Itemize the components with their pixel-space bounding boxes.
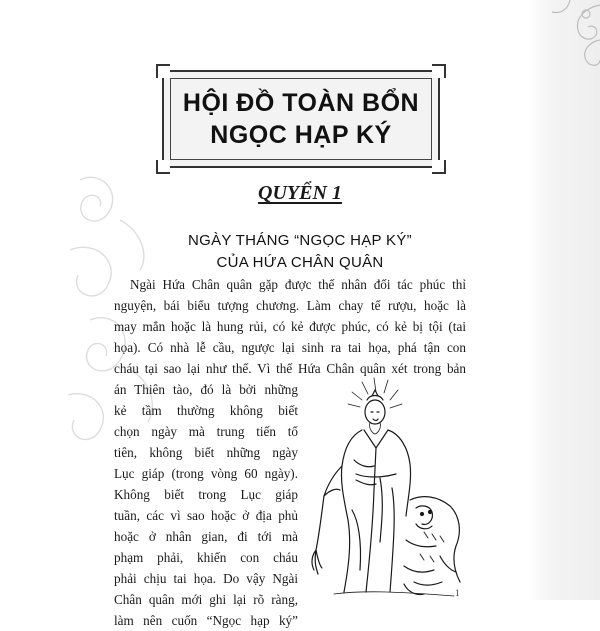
- section-title-line-1: NGÀY THÁNG “NGỌC HẠP KÝ”: [188, 232, 412, 249]
- body-line: hoặc ở nhân gian, đi tới mà: [114, 529, 298, 544]
- body-line: Lục giáp (trong vòng 60 ngày).: [114, 466, 298, 481]
- body-line: phải chịu tai họa. Do vậy Ngài: [114, 571, 298, 586]
- body-line: chọn ngày mà trung tiến tổ: [114, 424, 298, 439]
- frame-corner: [432, 64, 446, 78]
- body-line: kẻ tầm thường không biết: [114, 403, 298, 418]
- body-line: Không biết trong Lục giáp: [114, 487, 298, 502]
- body-line: họa). Có nhà lễ cầu, ngược lại sinh ra tai họa, phá tận con: [114, 340, 466, 355]
- body-line: làm nên cuốn “Ngọc hạp ký”: [114, 613, 298, 628]
- frame-corner: [156, 160, 170, 174]
- body-line: nguyện, bái biểu tượng chương. Làm chay tế rượu, hoặc là: [114, 298, 466, 313]
- book-title-line-2: NGỌC HẠP KÝ: [210, 121, 392, 149]
- page-edge-shadow: [528, 0, 600, 600]
- tiger-figure: [404, 497, 460, 595]
- body-line: phạm phải, khiến con cháu: [114, 550, 298, 565]
- corner-ornament-icon: [530, 0, 600, 80]
- section-title-line-2: CỦA HỨA CHÂN QUÂN: [216, 254, 384, 271]
- body-line: án Thiên tào, đó là bởi những: [114, 382, 298, 397]
- body-line: Chân quân mới ghi lại rõ ràng,: [114, 592, 298, 607]
- frame-corner: [156, 64, 170, 78]
- body-line: may mắn hoặc là hung rủi, có kẻ được phúc, có kẻ bị tội (tai: [114, 319, 466, 334]
- frame-corner: [432, 160, 446, 174]
- body-line: cháu tại sao lại như thế. Vì thế Hứa Chân quân xét trong bản: [114, 361, 466, 376]
- page-number: 1: [455, 588, 460, 598]
- body-line: tiên, không biết những ngày: [114, 445, 298, 460]
- deity-with-tiger-illustration: [304, 370, 464, 600]
- body-line: Ngài Hứa Chân quân gặp được thế nhân đối tác phúc thỉ: [130, 277, 466, 292]
- body-line: tuần, các vì sao hoặc ở địa phủ: [114, 508, 298, 523]
- volume-heading: QUYỂN 1: [258, 182, 342, 204]
- title-frame: [162, 70, 440, 168]
- book-title-line-1: HỘI ĐỒ TOÀN BỔN: [182, 89, 420, 117]
